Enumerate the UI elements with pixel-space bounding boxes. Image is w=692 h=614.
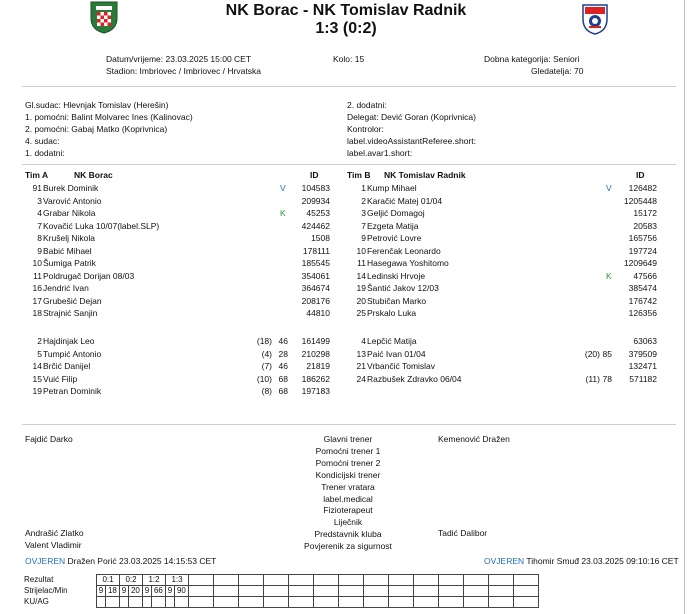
team-a-id-header: ID bbox=[310, 170, 319, 180]
official-line: 1. pomoćni: Balint Molvarec Ines (Kalinovac) bbox=[25, 112, 193, 122]
result-score: 0:1 bbox=[97, 575, 120, 586]
player-name: Šantić Jakov 12/03 bbox=[367, 283, 439, 293]
player-id: 209934 bbox=[301, 195, 330, 206]
staff-role-label: label.medical bbox=[323, 493, 373, 504]
official-line: 4. sudac: bbox=[25, 136, 60, 146]
player-number: 25 bbox=[356, 308, 366, 318]
goalkeeper-badge: V bbox=[280, 183, 286, 193]
match-title: NK Borac - NK Tomislav Radnik bbox=[225, 2, 467, 19]
player-id: 126356 bbox=[628, 308, 657, 318]
sub-replaced: (11) bbox=[585, 373, 600, 384]
result-score: 1:2 bbox=[143, 575, 166, 586]
results-card-row bbox=[24, 597, 539, 608]
player-id: 15172 bbox=[633, 208, 657, 218]
sub-name: Vrbančić Tomislav bbox=[367, 361, 436, 371]
player-name: Babić Mihael bbox=[43, 245, 92, 256]
player-name: Burek Dominik bbox=[43, 183, 99, 193]
scorer-minute: 20 bbox=[128, 586, 142, 597]
sub-number: 5 bbox=[37, 348, 42, 359]
sub-id: 161499 bbox=[301, 336, 330, 346]
staff-role-label: Glavni trener bbox=[323, 434, 373, 444]
staff-role-label: Liječnik bbox=[333, 517, 363, 528]
player-name: Ezgeta Matija bbox=[367, 220, 419, 231]
match-category: Dobna kategorija: Seniori bbox=[484, 54, 580, 64]
player-id: 197724 bbox=[628, 245, 657, 256]
staff-role-label: Pomoćni trener 2 bbox=[315, 457, 381, 468]
sub-replaced: (7) bbox=[261, 361, 272, 371]
player-number: 11 bbox=[33, 270, 42, 281]
away-verified-text: Tihomir Smuđ 23.03.2025 09:10:16 CET bbox=[526, 556, 679, 566]
sub-number: 19 bbox=[32, 386, 42, 396]
team-a-label: Tim A bbox=[25, 170, 49, 180]
player-number: 4 bbox=[37, 208, 42, 218]
match-round: Kolo: 15 bbox=[333, 54, 365, 64]
home-verification bbox=[25, 556, 216, 567]
home-club-crest-icon bbox=[89, 0, 119, 34]
sub-name: Paić Ivan 01/04 bbox=[367, 348, 426, 359]
player-number: 10 bbox=[356, 245, 366, 256]
player-name: Krušelj Nikola bbox=[43, 233, 95, 243]
player-number: 17 bbox=[32, 295, 42, 306]
home-club-representative: Andrašić Zlatko bbox=[25, 528, 84, 538]
sub-id: 186262 bbox=[301, 373, 330, 384]
sub-minute: 68 bbox=[278, 386, 288, 396]
sub-minute: 46 bbox=[278, 361, 288, 371]
player-id: 1209649 bbox=[623, 258, 657, 268]
official-line: Kontrolor: bbox=[347, 124, 384, 134]
home-verified-status: OVJEREN bbox=[25, 556, 66, 566]
player-name: Petrović Lovre bbox=[367, 233, 422, 243]
sub-replaced: (10) bbox=[256, 373, 272, 384]
match-datetime: Datum/vrijeme: 23.03.2025 15:00 CET bbox=[106, 54, 252, 64]
player-id: 1205448 bbox=[623, 195, 657, 206]
results-row-label: Strijelac/Min bbox=[24, 586, 68, 595]
team-b-name: NK Tomislav Radnik bbox=[384, 170, 466, 180]
sub-id: 21819 bbox=[306, 361, 330, 371]
results-scorer-row bbox=[24, 586, 539, 597]
player-number: 3 bbox=[37, 195, 42, 206]
official-line: 2. pomoćni: Gabaj Matko (Koprivnica) bbox=[25, 124, 168, 134]
player-name: Poldrugač Dorijan 08/03 bbox=[43, 270, 135, 281]
sub-number: 14 bbox=[32, 361, 42, 371]
player-name: Grubešić Dejan bbox=[43, 295, 102, 306]
sub-name: Brčić Danijel bbox=[43, 361, 91, 371]
player-number: 91 bbox=[32, 183, 42, 193]
sub-name: Tumpić Antonio bbox=[43, 348, 102, 359]
player-name: Ledinski Hrvoje bbox=[367, 270, 426, 281]
player-name: Šumiga Patrik bbox=[43, 258, 96, 268]
player-number: 14 bbox=[356, 270, 366, 281]
official-line: 1. dodatni: bbox=[25, 148, 65, 158]
sub-number: 4 bbox=[361, 336, 366, 346]
player-id: 165756 bbox=[628, 233, 657, 243]
player-number: 7 bbox=[361, 220, 366, 231]
player-id: 126482 bbox=[628, 183, 657, 193]
sub-minute: 68 bbox=[278, 373, 288, 384]
player-name: Kump Mihael bbox=[367, 183, 417, 193]
sub-number: 24 bbox=[356, 373, 366, 384]
scorer-number: 9 bbox=[120, 586, 129, 597]
sub-minute: 78 bbox=[602, 373, 612, 384]
divider bbox=[22, 424, 676, 425]
away-verification bbox=[484, 556, 679, 567]
official-line: label.videoAssistantReferee.short: bbox=[347, 136, 476, 146]
player-name: Stubičan Marko bbox=[367, 295, 427, 306]
player-name: Strajnić Sanjin bbox=[43, 308, 98, 318]
player-name: Ferenčak Leonardo bbox=[367, 245, 441, 256]
player-id: 176742 bbox=[628, 295, 657, 306]
sub-id: 132471 bbox=[628, 361, 657, 371]
sub-name: Razbušek Zdravko 06/04 bbox=[367, 373, 462, 384]
player-number: 1 bbox=[361, 183, 366, 193]
match-score: 1:3 (0:2) bbox=[315, 20, 377, 37]
team-b-label: Tim B bbox=[347, 170, 371, 180]
official-line: 2. dodatni: bbox=[347, 100, 387, 110]
player-number: 8 bbox=[37, 233, 42, 243]
match-attendance: Gledatelja: 70 bbox=[531, 66, 584, 76]
sub-minute: 85 bbox=[602, 348, 612, 359]
player-id: 354061 bbox=[301, 270, 330, 281]
staff-role-label: Pomoćni trener 1 bbox=[315, 445, 381, 456]
player-number: 11 bbox=[357, 258, 366, 268]
team-a-name: NK Borac bbox=[74, 170, 113, 180]
result-score: 0:2 bbox=[120, 575, 143, 586]
player-id: 44810 bbox=[306, 308, 330, 318]
sub-name: Vuić Filip bbox=[43, 373, 78, 384]
player-number: 9 bbox=[37, 245, 42, 256]
player-id: 185545 bbox=[301, 258, 330, 268]
player-name: Varović Antonio bbox=[43, 195, 102, 206]
official-line: label.avar1.short: bbox=[347, 148, 413, 158]
player-name: Hasegawa Yoshitomo bbox=[367, 258, 449, 268]
home-security-officer: Valent Vladimir bbox=[25, 540, 82, 550]
team-b-id-header: ID bbox=[636, 170, 645, 180]
player-id: 104583 bbox=[301, 183, 330, 193]
results-row-label: KU/AG bbox=[24, 597, 49, 606]
results-row-label: Rezultat bbox=[24, 575, 54, 584]
player-name: Kovačić Luka 10/07(label.SLP) bbox=[43, 220, 160, 231]
player-id: 45253 bbox=[306, 208, 330, 218]
player-id: 20583 bbox=[633, 220, 657, 231]
player-number: 10 bbox=[32, 258, 42, 268]
player-number: 7 bbox=[37, 220, 42, 231]
scorer-number: 9 bbox=[143, 586, 152, 597]
player-id: 1508 bbox=[311, 233, 330, 243]
sub-replaced: (18) bbox=[256, 336, 272, 346]
player-name: Grabar Nikola bbox=[43, 208, 96, 218]
sub-minute: 46 bbox=[278, 336, 288, 346]
sub-id: 210298 bbox=[301, 348, 330, 359]
player-number: 19 bbox=[356, 283, 366, 293]
staff-role-label: Povjerenik za sigurnost bbox=[304, 541, 392, 552]
away-club-crest-icon bbox=[580, 2, 610, 36]
divider bbox=[22, 164, 676, 165]
player-number: 9 bbox=[361, 233, 366, 243]
scorer-minute: 90 bbox=[174, 586, 188, 597]
player-number: 3 bbox=[361, 208, 366, 218]
results-table bbox=[24, 574, 539, 608]
home-head-coach: Fajdić Darko bbox=[25, 434, 73, 444]
sub-id: 63063 bbox=[633, 336, 657, 346]
player-number: 2 bbox=[361, 195, 366, 206]
sub-replaced: (20) bbox=[584, 348, 600, 359]
player-number: 18 bbox=[32, 308, 42, 318]
sub-minute: 28 bbox=[278, 348, 288, 359]
sub-name: Lepčić Matija bbox=[367, 336, 417, 346]
goalkeeper-badge: V bbox=[606, 183, 612, 193]
player-name: Karačić Matej 01/04 bbox=[367, 195, 443, 206]
sub-number: 15 bbox=[32, 373, 42, 384]
sub-replaced: (8) bbox=[261, 386, 272, 396]
player-name: Prskalo Luka bbox=[367, 308, 417, 318]
staff-role-label: Kondicijski trener bbox=[315, 469, 381, 480]
sub-number: 21 bbox=[356, 361, 366, 371]
scorer-minute: 66 bbox=[151, 586, 165, 597]
player-id: 364674 bbox=[301, 283, 330, 293]
sub-number: 13 bbox=[356, 348, 366, 359]
player-name: Jendrić Ivan bbox=[43, 283, 89, 293]
player-id: 47566 bbox=[633, 270, 657, 281]
sub-replaced: (4) bbox=[261, 348, 272, 359]
match-stadium: Stadion: Imbriovec / Imbriovec / Hrvatska bbox=[106, 66, 261, 76]
staff-role-label: Fizioterapeut bbox=[323, 505, 373, 516]
sub-name: Hajdinjak Leo bbox=[43, 336, 95, 346]
page-edge bbox=[684, 0, 685, 614]
sub-id: 197183 bbox=[301, 386, 330, 396]
away-club-representative: Tadić Dalibor bbox=[438, 528, 488, 538]
official-line: Delegat: Dević Goran (Koprivnica) bbox=[347, 112, 476, 122]
player-id: 424462 bbox=[301, 220, 330, 231]
scorer-number: 9 bbox=[97, 586, 106, 597]
player-number: 16 bbox=[32, 283, 42, 293]
official-line: Gl.sudac: Hlevnjak Tomislav (Herešin) bbox=[25, 100, 169, 110]
sub-id: 571182 bbox=[629, 373, 657, 384]
away-head-coach: Kemenović Dražen bbox=[438, 434, 510, 444]
sub-number: 2 bbox=[37, 336, 42, 346]
scorer-number: 9 bbox=[166, 586, 175, 597]
player-id: 178111 bbox=[302, 245, 330, 256]
away-verified-status: OVJEREN bbox=[484, 556, 525, 566]
result-score: 1:3 bbox=[166, 575, 189, 586]
home-verified-text: Dražen Porić 23.03.2025 14:15:53 CET bbox=[67, 556, 217, 566]
sub-id: 379509 bbox=[628, 348, 657, 359]
results-score-row bbox=[24, 575, 539, 586]
staff-role-label: Predstavnik kluba bbox=[314, 529, 382, 540]
player-name: Geljić Domagoj bbox=[367, 208, 425, 218]
scorer-minute: 18 bbox=[105, 586, 119, 597]
captain-badge: K bbox=[606, 270, 612, 281]
staff-role-label: Trener vratara bbox=[321, 481, 375, 492]
divider bbox=[22, 86, 676, 87]
captain-badge: K bbox=[280, 208, 286, 218]
player-number: 20 bbox=[356, 295, 366, 306]
sub-name: Petran Dominik bbox=[43, 386, 102, 396]
player-id: 208176 bbox=[301, 295, 330, 306]
player-id: 385474 bbox=[628, 283, 657, 293]
